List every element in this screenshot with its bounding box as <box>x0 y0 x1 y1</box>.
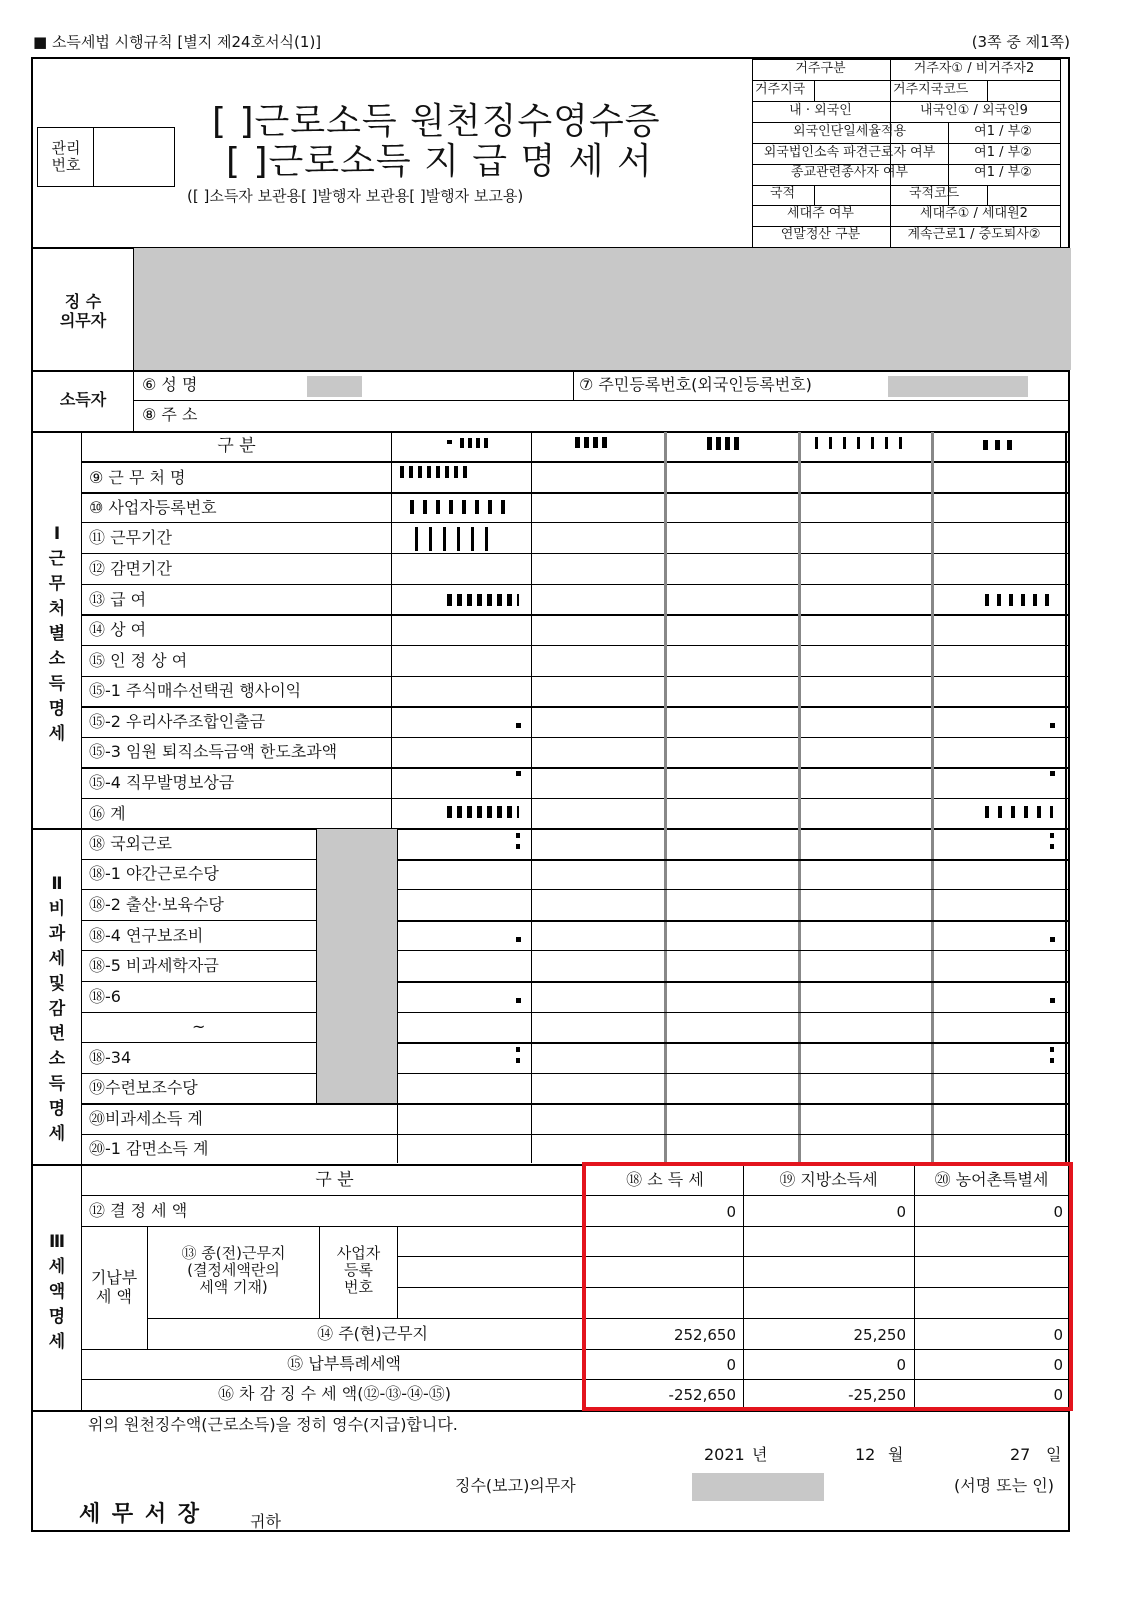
row-nontaxable-6: ⑱-6 <box>89 987 121 1006</box>
local-tax-header: ⑲ 지방소득세 <box>779 1170 878 1189</box>
title-line-1: [ ]근로소득 원천징수영수증 <box>212 101 661 142</box>
row-deemed-bonus: ⑮ 인 정 상 여 <box>89 651 188 670</box>
previous-workplace-label: ⑬ 종(전)근무지 (결정세액란의 세액 기재) <box>181 1244 286 1296</box>
date-month-unit: 월 <box>888 1445 904 1464</box>
decided-income-tax: 0 <box>726 1203 736 1221</box>
row-childcare: ⑱-2 출산·보육수당 <box>89 895 224 914</box>
income-tax-header: ⑱ 소 득 세 <box>626 1170 704 1189</box>
flat-rate-label: 외국인단일세율적용 <box>792 124 907 139</box>
date-day: 27 <box>1010 1445 1031 1464</box>
honorific: 귀하 <box>250 1512 281 1531</box>
rrn-label: ⑦ 주민등록번호(외국인등록번호) <box>579 375 812 394</box>
copy-type-line: ([ ]소득자 보관용[ ]발행자 보관용[ ]발행자 보고용) <box>187 187 524 205</box>
residency-type-label: 거주구분 <box>795 61 846 76</box>
row-range-tilde: ~ <box>192 1017 206 1036</box>
row-executive-excess: ⑮-3 임원 퇴직소득금액 한도초과액 <box>89 742 338 761</box>
row-training-allowance: ⑲수련보조수당 <box>89 1078 198 1097</box>
form-reference: ■ 소득세법 시행규칙 [별지 제24호서식(1)] <box>33 33 322 51</box>
section1-label: Ⅰ 근무처별소득명세 <box>48 524 66 744</box>
payer-signature-redacted <box>692 1473 824 1501</box>
nationality-code-label: 국적코드 <box>909 186 960 201</box>
special-income-tax: 0 <box>726 1356 736 1374</box>
settlement-type-value: 계속근로1 / 중도퇴사② <box>907 227 1041 242</box>
row-stock-option: ⑮-1 주식매수선택권 행사이익 <box>89 681 302 700</box>
section3-header: 구 분 <box>315 1170 354 1190</box>
section2-redacted <box>317 829 397 1105</box>
row-overseas-work: ⑱ 국외근로 <box>89 834 172 853</box>
receipt-statement: 위의 원천징수액(근로소득)을 정히 영수(지급)합니다. <box>88 1415 458 1434</box>
residence-country-label: 거주지국 <box>755 82 806 97</box>
current-local-tax: 25,250 <box>853 1326 906 1344</box>
page-info: (3쪽 중 제1쪽) <box>971 33 1070 51</box>
religious-worker-label: 종교관련종사자 여부 <box>790 165 909 180</box>
religious-worker-value: 여1 / 부② <box>974 165 1032 180</box>
date-day-unit: 일 <box>1046 1445 1062 1464</box>
difference-local-tax: -25,250 <box>848 1386 906 1404</box>
payer-label: 징 수 의무자 <box>59 292 107 330</box>
decided-rural-tax: 0 <box>1053 1203 1063 1221</box>
prepaid-tax-label: 기납부 세 액 <box>90 1268 138 1306</box>
row-work-period: ⑪ 근무기간 <box>89 528 172 547</box>
row-invention-reward: ⑮-4 직무발명보상금 <box>89 773 235 792</box>
row-bonus: ⑭ 상 여 <box>89 620 147 639</box>
difference-rural-tax: 0 <box>1053 1386 1063 1404</box>
current-rural-tax: 0 <box>1053 1326 1063 1344</box>
title-line-2: [ ]근로소득 지 급 명 세 서 <box>226 141 653 182</box>
row-research-allowance: ⑱-4 연구보조비 <box>89 926 204 945</box>
row-night-work: ⑱-1 야간근로수당 <box>89 864 219 883</box>
special-tax-label: ⑮ 납부특례세액 <box>287 1354 401 1373</box>
flat-rate-value: 여1 / 부② <box>974 124 1032 139</box>
current-income-tax: 252,650 <box>673 1326 736 1344</box>
earner-label: 소득자 <box>59 390 107 409</box>
row-nontaxable-34: ⑱-34 <box>89 1048 132 1067</box>
dispatched-worker-label: 외국법인소속 파견근로자 여부 <box>763 145 936 160</box>
business-number-label: 사업자 등록 번호 <box>336 1244 381 1296</box>
row-reduced-total: ⑳-1 감면소득 계 <box>89 1139 209 1158</box>
row-workplace-name: ⑨ 근 무 처 명 <box>89 468 186 487</box>
date-year: 2021 <box>704 1445 745 1464</box>
rural-tax-header: ⑳ 농어촌특별세 <box>934 1170 1049 1189</box>
sign-or-seal-label: (서명 또는 인) <box>954 1476 1054 1495</box>
decided-tax-label: ⑫ 결 정 세 액 <box>89 1201 188 1220</box>
decided-local-tax: 0 <box>896 1203 906 1221</box>
difference-income-tax: -252,650 <box>668 1386 736 1404</box>
household-head-value: 세대주① / 세대원2 <box>920 206 1028 221</box>
nationality-label: 국적 <box>770 186 796 201</box>
row-business-number: ⑩ 사업자등록번호 <box>89 498 217 517</box>
row-nontaxable-total: ⑳비과세소득 계 <box>89 1109 203 1128</box>
row-salary: ⑬ 급 여 <box>89 590 147 609</box>
management-number-box <box>37 127 175 187</box>
payer-redacted <box>134 248 1071 370</box>
payer-signature-label: 징수(보고)의무자 <box>455 1476 576 1495</box>
row-scholarship: ⑱-5 비과세학자금 <box>89 956 219 975</box>
row-esop-withdrawal: ⑮-2 우리사주조합인출금 <box>89 712 266 731</box>
residency-type-value: 거주자① / 비거주자2 <box>913 61 1035 76</box>
section3-label: Ⅲ 세액명세 <box>48 1232 66 1352</box>
date-year-unit: 년 <box>752 1445 768 1464</box>
nationality-type-value: 내국인① / 외국인9 <box>920 103 1028 118</box>
name-label: ⑥ 성 명 <box>142 375 198 394</box>
special-rural-tax: 0 <box>1053 1356 1063 1374</box>
address-label: ⑧ 주 소 <box>142 405 198 424</box>
row-section1-total: ⑯ 계 <box>89 804 126 823</box>
tax-office-head: 세 무 서 장 <box>79 1502 201 1527</box>
household-head-label: 세대주 여부 <box>787 206 854 221</box>
dispatched-worker-value: 여1 / 부② <box>974 145 1032 160</box>
name-redacted <box>307 376 362 397</box>
section1-header: 구 분 <box>217 436 256 456</box>
highlight-box <box>582 1162 1073 1411</box>
current-workplace-label: ⑭ 주(현)근무지 <box>317 1324 428 1343</box>
special-local-tax: 0 <box>896 1356 906 1374</box>
nationality-type-label: 내 · 외국인 <box>789 103 852 118</box>
date-month: 12 <box>855 1445 876 1464</box>
section2-label: Ⅱ 비과세및감면소득명세 <box>48 874 66 1144</box>
difference-tax-label: ⑯ 차 감 징 수 세 액(⑫-⑬-⑭-⑮) <box>217 1384 452 1403</box>
settlement-type-label: 연말정산 구분 <box>780 227 861 242</box>
rrn-redacted <box>888 376 1028 397</box>
residence-country-code-label: 거주지국코드 <box>893 82 969 97</box>
row-exemption-period: ⑫ 감면기간 <box>89 559 172 578</box>
management-number-label: 관리 번호 <box>51 139 81 174</box>
